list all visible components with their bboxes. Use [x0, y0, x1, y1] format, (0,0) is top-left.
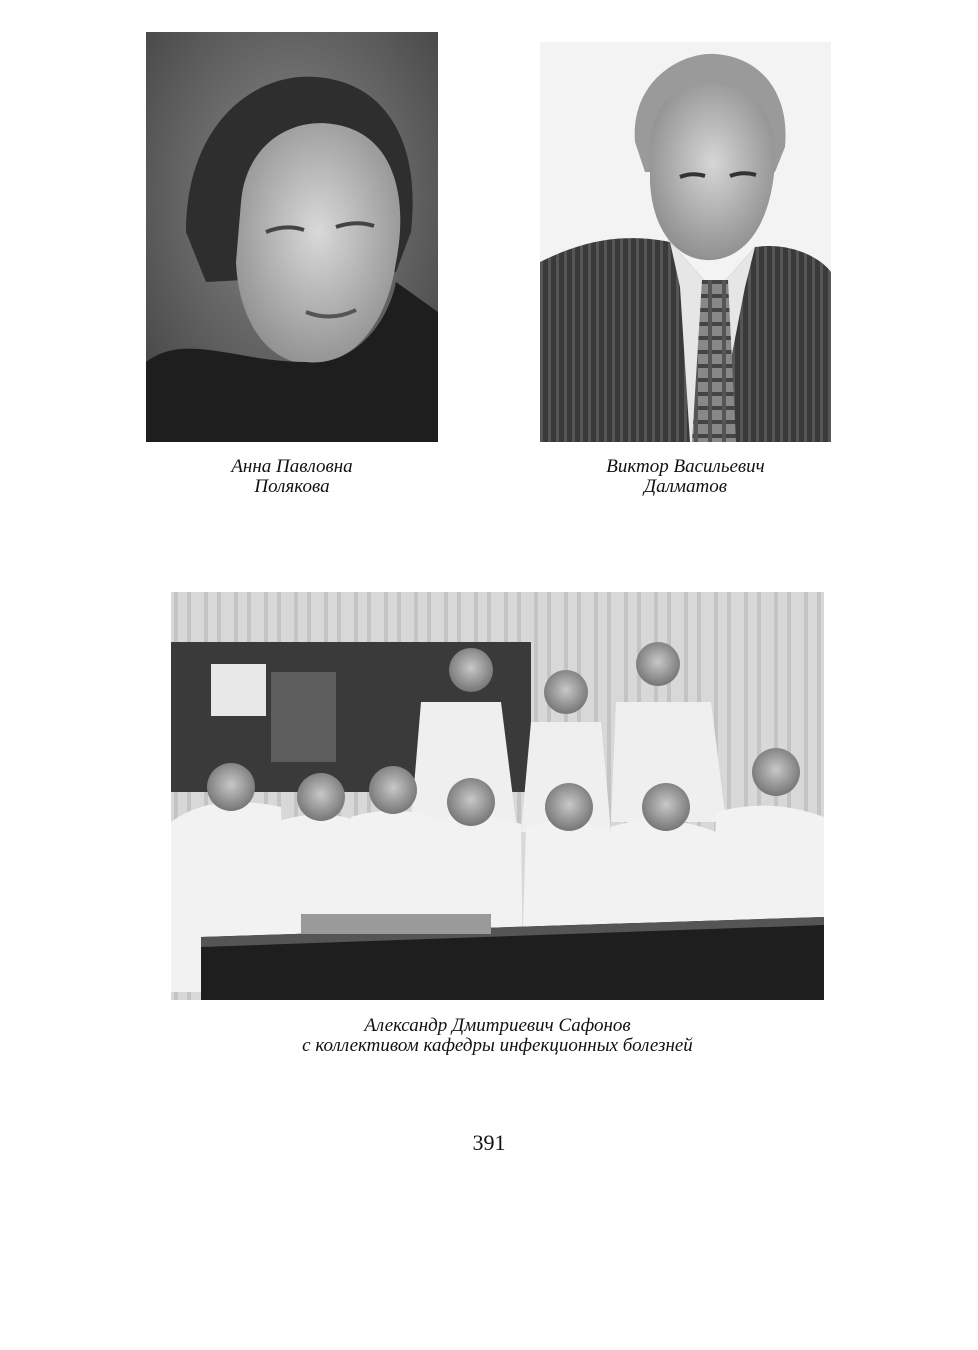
page-number: 391: [472, 1130, 506, 1155]
caption-line: с коллективом кафедры инфекционных болезней: [302, 1035, 693, 1056]
group-photo-caption: [171, 1016, 824, 1056]
caption-line: Александр Дмитриевич Сафонов: [364, 1015, 631, 1036]
portrait-caption-dalmatov: [540, 457, 831, 497]
caption-line: Полякова: [254, 476, 330, 497]
caption-line: Анна Павловна: [231, 456, 353, 477]
portrait-photo-polyakova: [146, 32, 438, 442]
portrait-caption-polyakova: [146, 457, 438, 497]
caption-line: Далматов: [644, 476, 727, 497]
group-photo-department: [171, 592, 824, 1000]
caption-line: Виктор Васильевич: [606, 456, 765, 477]
portrait-photo-dalmatov: [540, 42, 831, 442]
